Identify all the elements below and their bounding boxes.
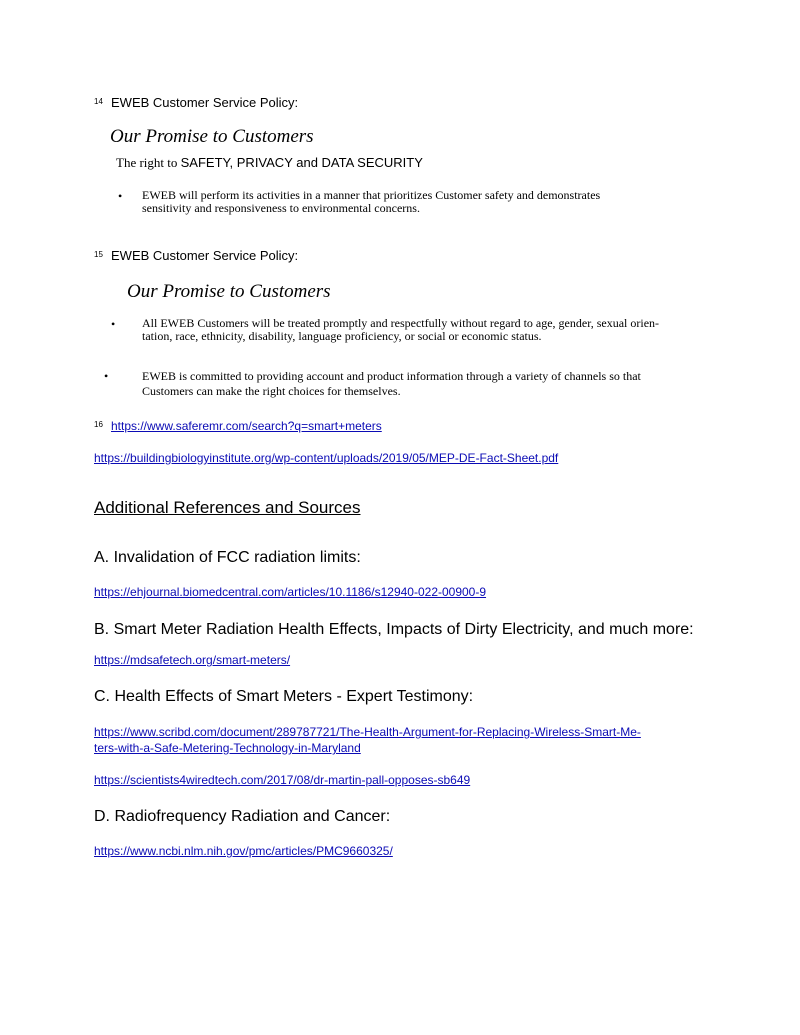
footnote-15-heading <box>94 248 298 263</box>
right-statement <box>116 155 423 171</box>
bullet-line: tation, race, ethnicity, disability, language proficiency, or social or economic status. <box>142 329 542 343</box>
buildingbiology-link[interactable]: https://buildingbiologyinstitute.org/wp-content/uploads/2019/05/MEP-DE-Fact-Sheet.pdf <box>94 451 559 465</box>
link-line[interactable]: ters-with-a-Safe-Metering-Technology-in-Maryland <box>94 741 361 755</box>
saferemr-link[interactable]: https://www.saferemr.com/search?q=smart+meters <box>111 419 382 433</box>
scientists4wiredtech-link[interactable]: https://scientists4wiredtech.com/2017/08/dr-martin-pall-opposes-sb649 <box>94 773 471 787</box>
bullet-item <box>142 189 600 215</box>
footnote-heading-text: EWEB Customer Service Policy: <box>111 248 299 263</box>
bullet-icon: • <box>118 189 123 203</box>
promise-title: Our Promise to Customers <box>127 281 331 302</box>
ehjournal-link[interactable]: https://ehjournal.biomedcentral.com/articles/10.1186/s12940-022-00900-9 <box>94 585 487 599</box>
footnote-number: 15 <box>94 250 103 259</box>
bullet-line: EWEB is committed to providing account and product information through a variety of channels so that <box>142 369 641 383</box>
bullet-item <box>142 369 641 399</box>
footnote-14-heading <box>94 95 298 110</box>
bullet-line: EWEB will perform its activities in a manner that prioritizes Customer safety and demonstrates <box>142 188 601 202</box>
bullet-line: All EWEB Customers will be treated promptly and respectfully without regard to age, gender, sexual orien- <box>142 316 660 330</box>
footnote-number: 16 <box>94 420 103 429</box>
bullet-line: Customers can make the right choices for themselves. <box>142 384 401 398</box>
bullet-icon: • <box>104 369 109 383</box>
scribd-link[interactable] <box>94 724 641 756</box>
footnote-heading-text: EWEB Customer Service Policy: <box>111 95 299 110</box>
right-value: SAFETY, PRIVACY and DATA SECURITY <box>180 155 423 170</box>
link-line[interactable]: https://www.scribd.com/document/289787721/The-Health-Argument-for-Replacing-Wireless-Smart-Me- <box>94 725 641 739</box>
reference-heading-b: B. Smart Meter Radiation Health Effects, Impacts of Dirty Electricity, and much more: <box>94 621 694 638</box>
reference-heading-c: C. Health Effects of Smart Meters - Expert Testimony: <box>94 688 474 705</box>
ncbi-link[interactable]: https://www.ncbi.nlm.nih.gov/pmc/articles/PMC9660325/ <box>94 844 393 858</box>
footnote-16 <box>94 419 382 433</box>
bullet-icon: • <box>111 317 116 331</box>
additional-references-title: Additional References and Sources <box>94 498 361 517</box>
footnote-number: 14 <box>94 97 103 106</box>
bullet-item <box>142 317 659 343</box>
reference-heading-a: A. Invalidation of FCC radiation limits: <box>94 549 361 566</box>
bullet-line: sensitivity and responsiveness to environmental concerns. <box>142 201 420 215</box>
promise-title: Our Promise to Customers <box>110 126 314 147</box>
reference-heading-d: D. Radiofrequency Radiation and Cancer: <box>94 808 391 825</box>
right-prefix: The right to <box>116 155 181 170</box>
mdsafetech-link[interactable]: https://mdsafetech.org/smart-meters/ <box>94 653 291 667</box>
